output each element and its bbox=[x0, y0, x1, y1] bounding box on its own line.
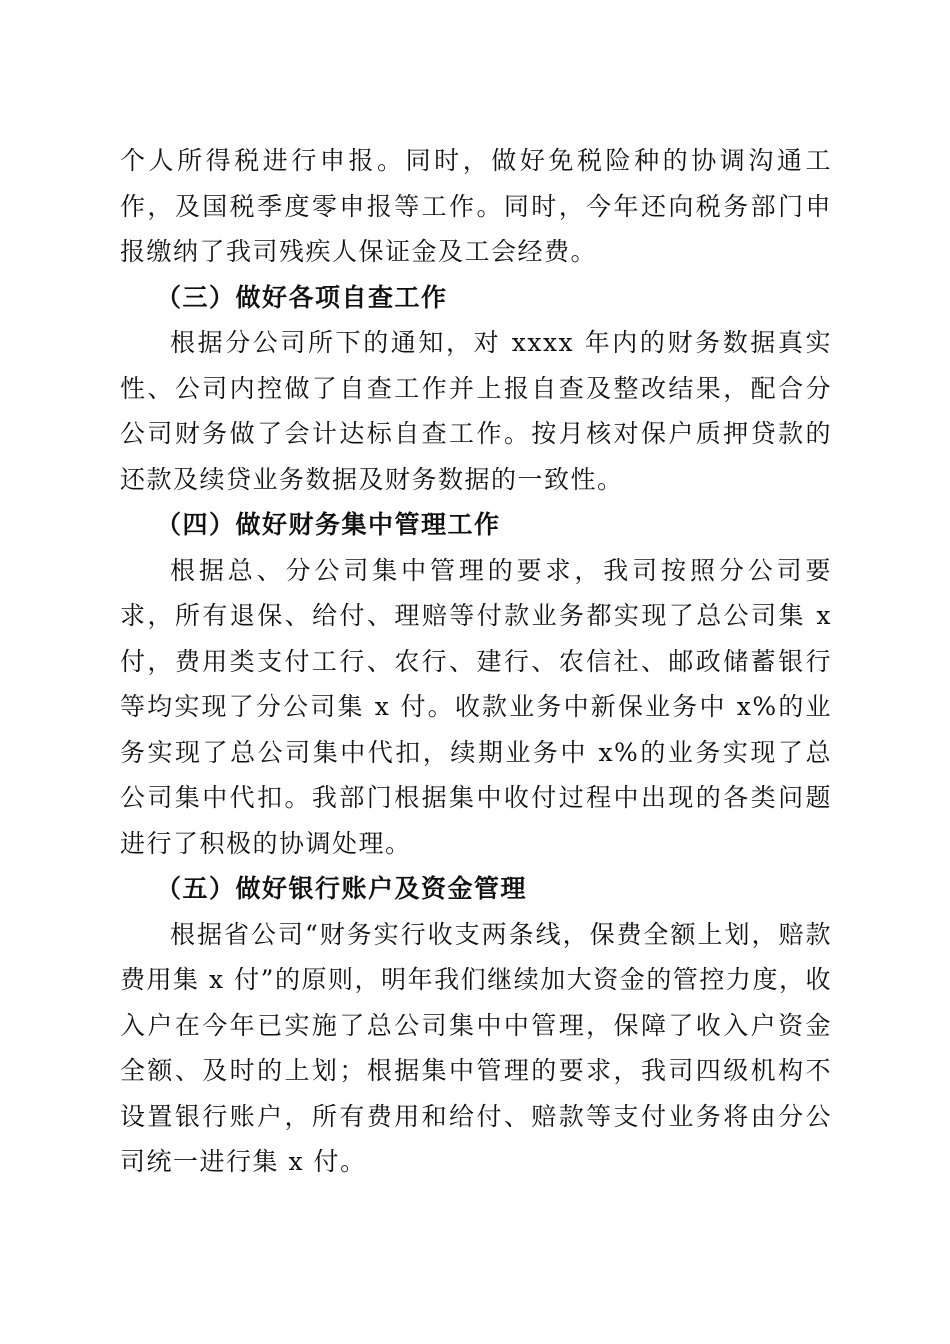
paragraph-bank-accounts: 根据省公司“财务实行收支两条线，保费全额上划，赔款费用集 x 付”的原则，明年我们继续加大资金的管控力度，收入户在今年已实施了总公司集中中管理，保障了收入户资金全额、及时的上划；根据集中管理的要求，我司四级机构不设置银行账户，所有费用和给付、赔款等支付业务将由分公司统一进行集 x 付。 bbox=[120, 919, 832, 1176]
section-heading-5: （五）做好银行账户及资金管理 bbox=[156, 874, 528, 903]
paragraph-continued: 个人所得税进行申报。同时，做好免税险种的协调沟通工作，及国税季度零申报等工作。同时，今年还向税务部门申报缴纳了我司残疾人保证金及工会经费。 bbox=[120, 146, 832, 266]
paragraph-self-check: 根据分公司所下的通知，对 xxxx 年内的财务数据真实性、公司内控做了自查工作并上报自查及整改结果，配合分公司财务做了会计达标自查工作。按月核对保户质押贷款的还款及续贷业务数据及财务数据的一致性。 bbox=[120, 328, 832, 494]
section-heading-3: （三）做好各项自查工作 bbox=[156, 282, 448, 312]
document-body bbox=[120, 138, 832, 1185]
paragraph-centralized-management: 根据总、分公司集中管理的要求，我司按照分公司要求，所有退保、给付、理赔等付款业务都实现了总公司集 x 付，费用类支付工行、农行、建行、农信社、邮政储蓄银行等均实现了分公司集 x 付。收款业务中新保业务中 x%的业务实现了总公司集中代扣，续期业务中 x%的业务实现了总公司集中代扣。我部门根据集中收付过程中出现的各类问题进行了积极的协调处理。 bbox=[120, 555, 832, 858]
section-heading-4: （四）做好财务集中管理工作 bbox=[156, 510, 501, 539]
